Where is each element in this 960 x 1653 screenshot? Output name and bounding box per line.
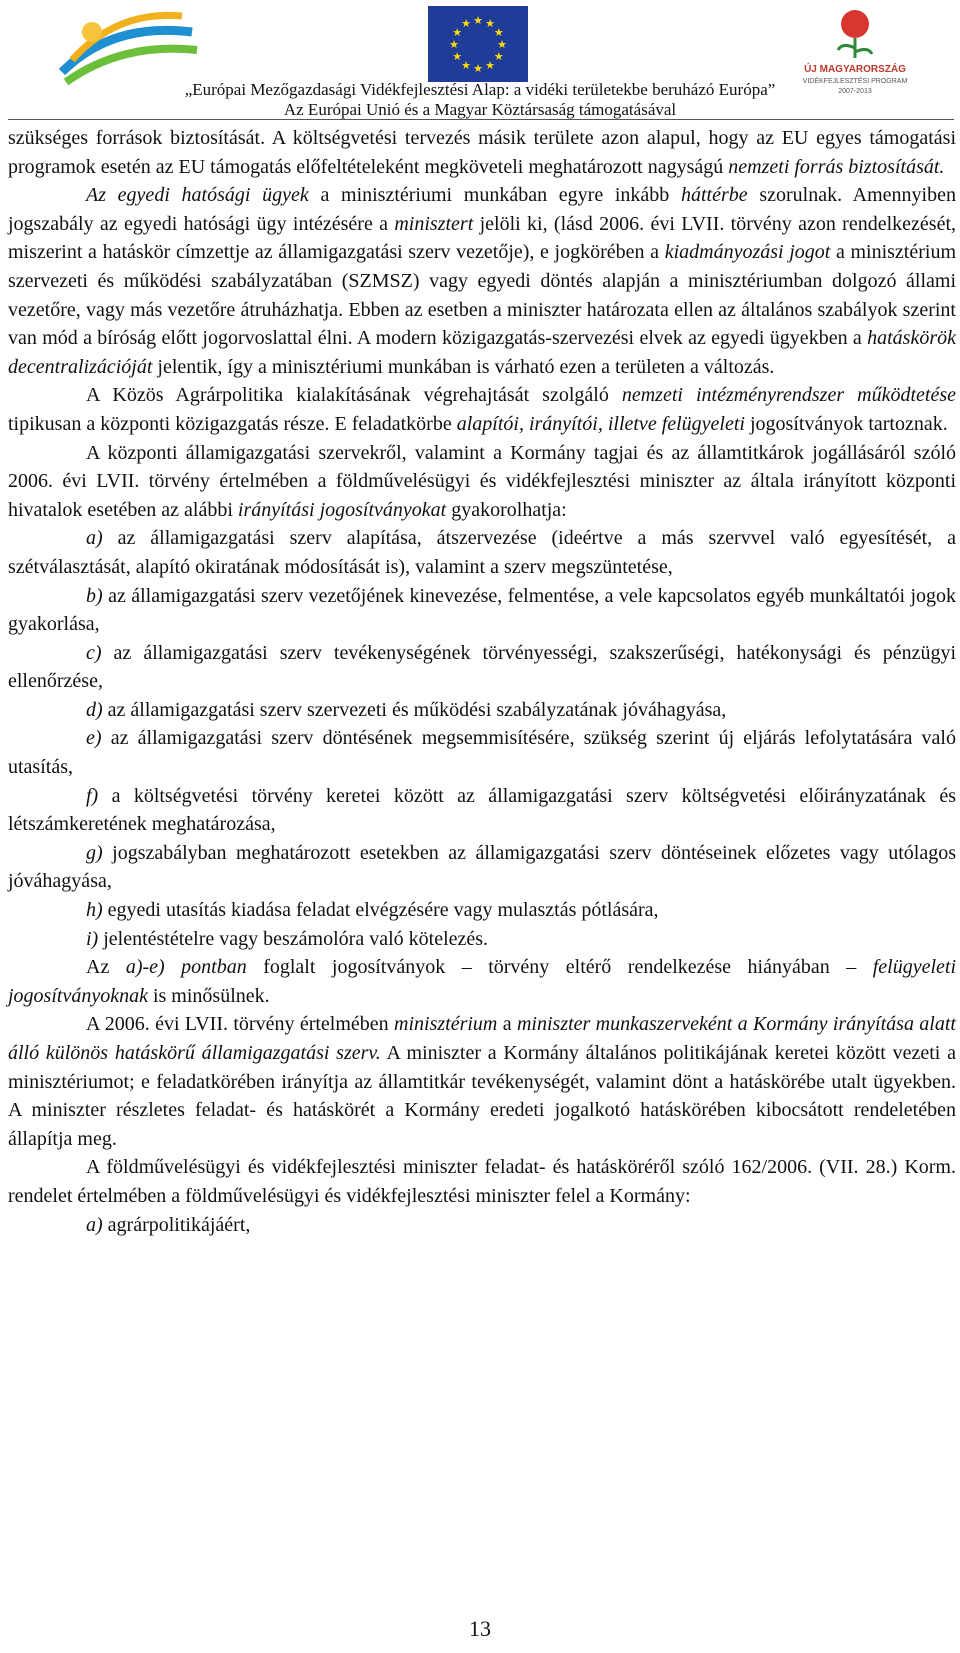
italic-text: a)-e) pontban <box>125 956 247 979</box>
text-run: a költségvetési törvény keretei között az államigazgatási szerv költségvetési előirányzatának és létszámkeretének meghatározása, <box>8 784 956 836</box>
paragraph <box>8 953 956 1010</box>
italic-text: b) <box>86 584 103 607</box>
paragraph <box>8 1010 956 1153</box>
paragraph <box>8 439 956 525</box>
header-divider <box>8 119 954 120</box>
paragraph <box>8 1153 956 1210</box>
text-run: tipikusan a központi közigazgatás része. E feladatkörbe <box>8 412 457 435</box>
italic-text: hatáskörök decentralizációját <box>8 327 956 378</box>
text-run: gyakorolhatja: <box>446 498 567 521</box>
italic-text: a) <box>86 527 103 550</box>
italic-text: Az egyedi hatósági ügyek <box>86 184 309 207</box>
italic-text: e) <box>86 727 102 750</box>
italic-text: f) <box>86 784 99 807</box>
eu-flag-logo <box>428 6 528 82</box>
paragraph <box>8 839 956 896</box>
eu-star-icon: ★ <box>461 59 471 72</box>
svg-text:VIDÉKFEJLESZTÉSI PROGRAM: VIDÉKFEJLESZTÉSI PROGRAM <box>802 78 908 85</box>
text-run: szükséges források biztosítását. A költségvetési tervezés másik területe azon alapul, hogy az EU egyes támogatási programok esetén az EU támogatás előfeltételeként megköveteli meghatározott nagyságú <box>8 127 956 178</box>
paragraph <box>8 925 956 954</box>
eu-star-icon: ★ <box>493 51 504 63</box>
italic-text: c) <box>86 641 102 664</box>
text-run: jelöli ki, (lásd 2006. évi LVII. törvény azon rendelkezését, miszerint a hatáskör címzettje az államigazgatási szerv vezetője), e jogkörében a <box>8 212 956 264</box>
italic-text: d) <box>86 698 103 721</box>
header-subtitle: Az Európai Unió és a Magyar Köztársaság támogatásával <box>283 100 677 119</box>
text-run: az államigazgatási szerv tevékenységének törvényességi, szakszerűségi, hatékonysági és pénzügyi ellenőrzése, <box>8 641 956 693</box>
paragraph <box>8 181 956 381</box>
paragraph <box>8 524 956 581</box>
eu-star-icon: ★ <box>452 51 463 63</box>
rural-development-logo <box>52 2 202 88</box>
paragraph <box>8 696 956 725</box>
italic-text: i) <box>86 927 99 950</box>
italic-text: alapítói, irányítói, illetve felügyeleti <box>456 412 745 435</box>
page-header <box>0 0 960 118</box>
paragraph <box>8 896 956 925</box>
text-run: Az <box>86 956 126 979</box>
eu-star-icon: ★ <box>449 39 459 51</box>
text-run: A 2006. évi LVII. törvény értelmében <box>86 1013 395 1036</box>
text-run: A földművelésügyi és vidékfejlesztési miniszter feladat- és hatásköréről szóló 162/2006. (VII. 28.) Korm. rendelet értelmében a földművelésügyi és vidékfejlesztési miniszter felel a Kormány: <box>8 1156 956 1207</box>
text-run: a minisztériumi munkában egyre inkább <box>308 184 681 207</box>
paragraph <box>8 782 956 839</box>
text-run: jelentéstételre vagy beszámolóra való kötelezés. <box>98 927 489 950</box>
italic-text: irányítási jogosítványokat <box>237 498 447 521</box>
italic-text: a) <box>86 1213 103 1236</box>
page-number: 13 <box>469 1616 491 1641</box>
italic-text: nemzeti forrás biztosítását. <box>728 155 945 178</box>
document-body <box>8 124 956 1239</box>
eu-star-icon: ★ <box>452 27 463 39</box>
text-run: foglalt jogosítványok – törvény eltérő rendelkezése hiányában – <box>246 956 873 979</box>
text-run: A miniszter a Kormány általános politikájának keretei között vezeti a minisztériumot; e feladatkörében irányítja az államtitkár tevékenységét, valamint dönt a hatáskörébe utalt ügyekben. A miniszter részletes feladat- és hatáskörét a Kormány eredeti jogalkotó hatáskörében kibocsátott rendeletében állapítja meg. <box>8 1042 956 1150</box>
eu-star-icon: ★ <box>461 18 471 31</box>
eu-star-icon: ★ <box>485 59 495 72</box>
paragraph <box>8 724 956 781</box>
italic-text: felügyeleti jogosítványoknak <box>8 956 956 1007</box>
paragraph <box>8 124 956 181</box>
text-run: agrárpolitikájáért, <box>102 1213 251 1236</box>
text-run: A Közös Agrárpolitika kialakításának végrehajtását szolgáló <box>86 384 622 407</box>
paragraph <box>8 639 956 696</box>
italic-text: kiadmányozási jogot <box>664 241 831 264</box>
italic-text: minisztert <box>394 212 474 235</box>
text-run: az államigazgatási szerv szervezeti és működési szabályzatának jóváhagyása, <box>102 698 727 721</box>
svg-text:2007-2013: 2007-2013 <box>838 88 872 95</box>
eu-star-icon: ★ <box>485 18 495 31</box>
header-title: „Európai Mezőgazdasági Vidékfejlesztési Alap: a vidéki területekbe beruházó Európa” <box>184 80 776 99</box>
italic-text: miniszter munkaszerveként a Kormány irányítása alatt álló különös hatáskörű államigazgatási szerv. <box>8 1013 956 1064</box>
italic-text: h) <box>86 899 103 922</box>
text-run: az államigazgatási szerv vezetőjének kinevezése, felmentése, a vele kapcsolatos egyéb munkáltatói jogok gyakorlása, <box>8 584 956 636</box>
text-run: az államigazgatási szerv döntésének megsemmisítésére, szükség szerint új eljárás lefolytatására való utasítás, <box>8 727 956 779</box>
text-run: jelentik, így a minisztériumi munkában is várható ezen a területen a változás. <box>152 355 775 378</box>
text-run: szorulnak. Amennyiben jogszabály az egyedi hatósági ügy intézésére a <box>8 184 956 235</box>
svg-text:ÚJ MAGYARORSZÁG: ÚJ MAGYARORSZÁG <box>804 64 906 75</box>
text-run: az államigazgatási szerv alapítása, átszervezése (ideértve a más szervvel való egyesítését, a szétválasztását, alapító okiratának módosítását is), valamint a szerv megszüntetése, <box>8 527 956 578</box>
eu-star-icon: ★ <box>493 27 504 39</box>
eu-star-icon: ★ <box>473 63 483 75</box>
text-run: A központi államigazgatási szervekről, valamint a Kormány tagjai és az államtitkárok jogállásáról szóló 2006. évi LVII. törvény értelmében a földművelésügyi és vidékfejlesztési miniszter az általa irányított központi hivatalok esetében az alábbi <box>8 441 956 521</box>
italic-text: háttérbe <box>681 184 748 207</box>
italic-text: minisztérium <box>394 1013 498 1036</box>
paragraph <box>8 582 956 639</box>
text-run: a <box>497 1013 517 1036</box>
paragraph <box>8 1211 956 1240</box>
eu-star-icon: ★ <box>473 15 483 27</box>
text-run: is minősülnek. <box>147 984 270 1007</box>
text-run: a minisztérium szervezeti és működési szabályzatában (SZMSZ) vagy egyedi döntés alapján a minisztériumban dolgozó állami vezetőre, vagy más vezetőre átruházhatja. Ebben az esetben a miniszter határozata ellen az általános szabályok szerint van mód a bíróság előtt jogorvoslattal élni. A modern közigazgatás-szervezési elvek az egyedi ügyekben a <box>8 241 957 350</box>
eu-star-icon: ★ <box>497 39 507 51</box>
italic-text: nemzeti intézményrendszer működtetése <box>621 384 956 407</box>
paragraph <box>8 381 956 438</box>
text-run: jogszabályban meghatározott esetekben az államigazgatási szerv döntéseinek előzetes vagy utólagos jóváhagyása, <box>8 841 956 893</box>
text-run: jogosítványok tartoznak. <box>744 412 948 435</box>
text-run: egyedi utasítás kiadása feladat elvégzésére vagy mulasztás pótlására, <box>102 899 659 922</box>
italic-text: g) <box>86 841 103 864</box>
